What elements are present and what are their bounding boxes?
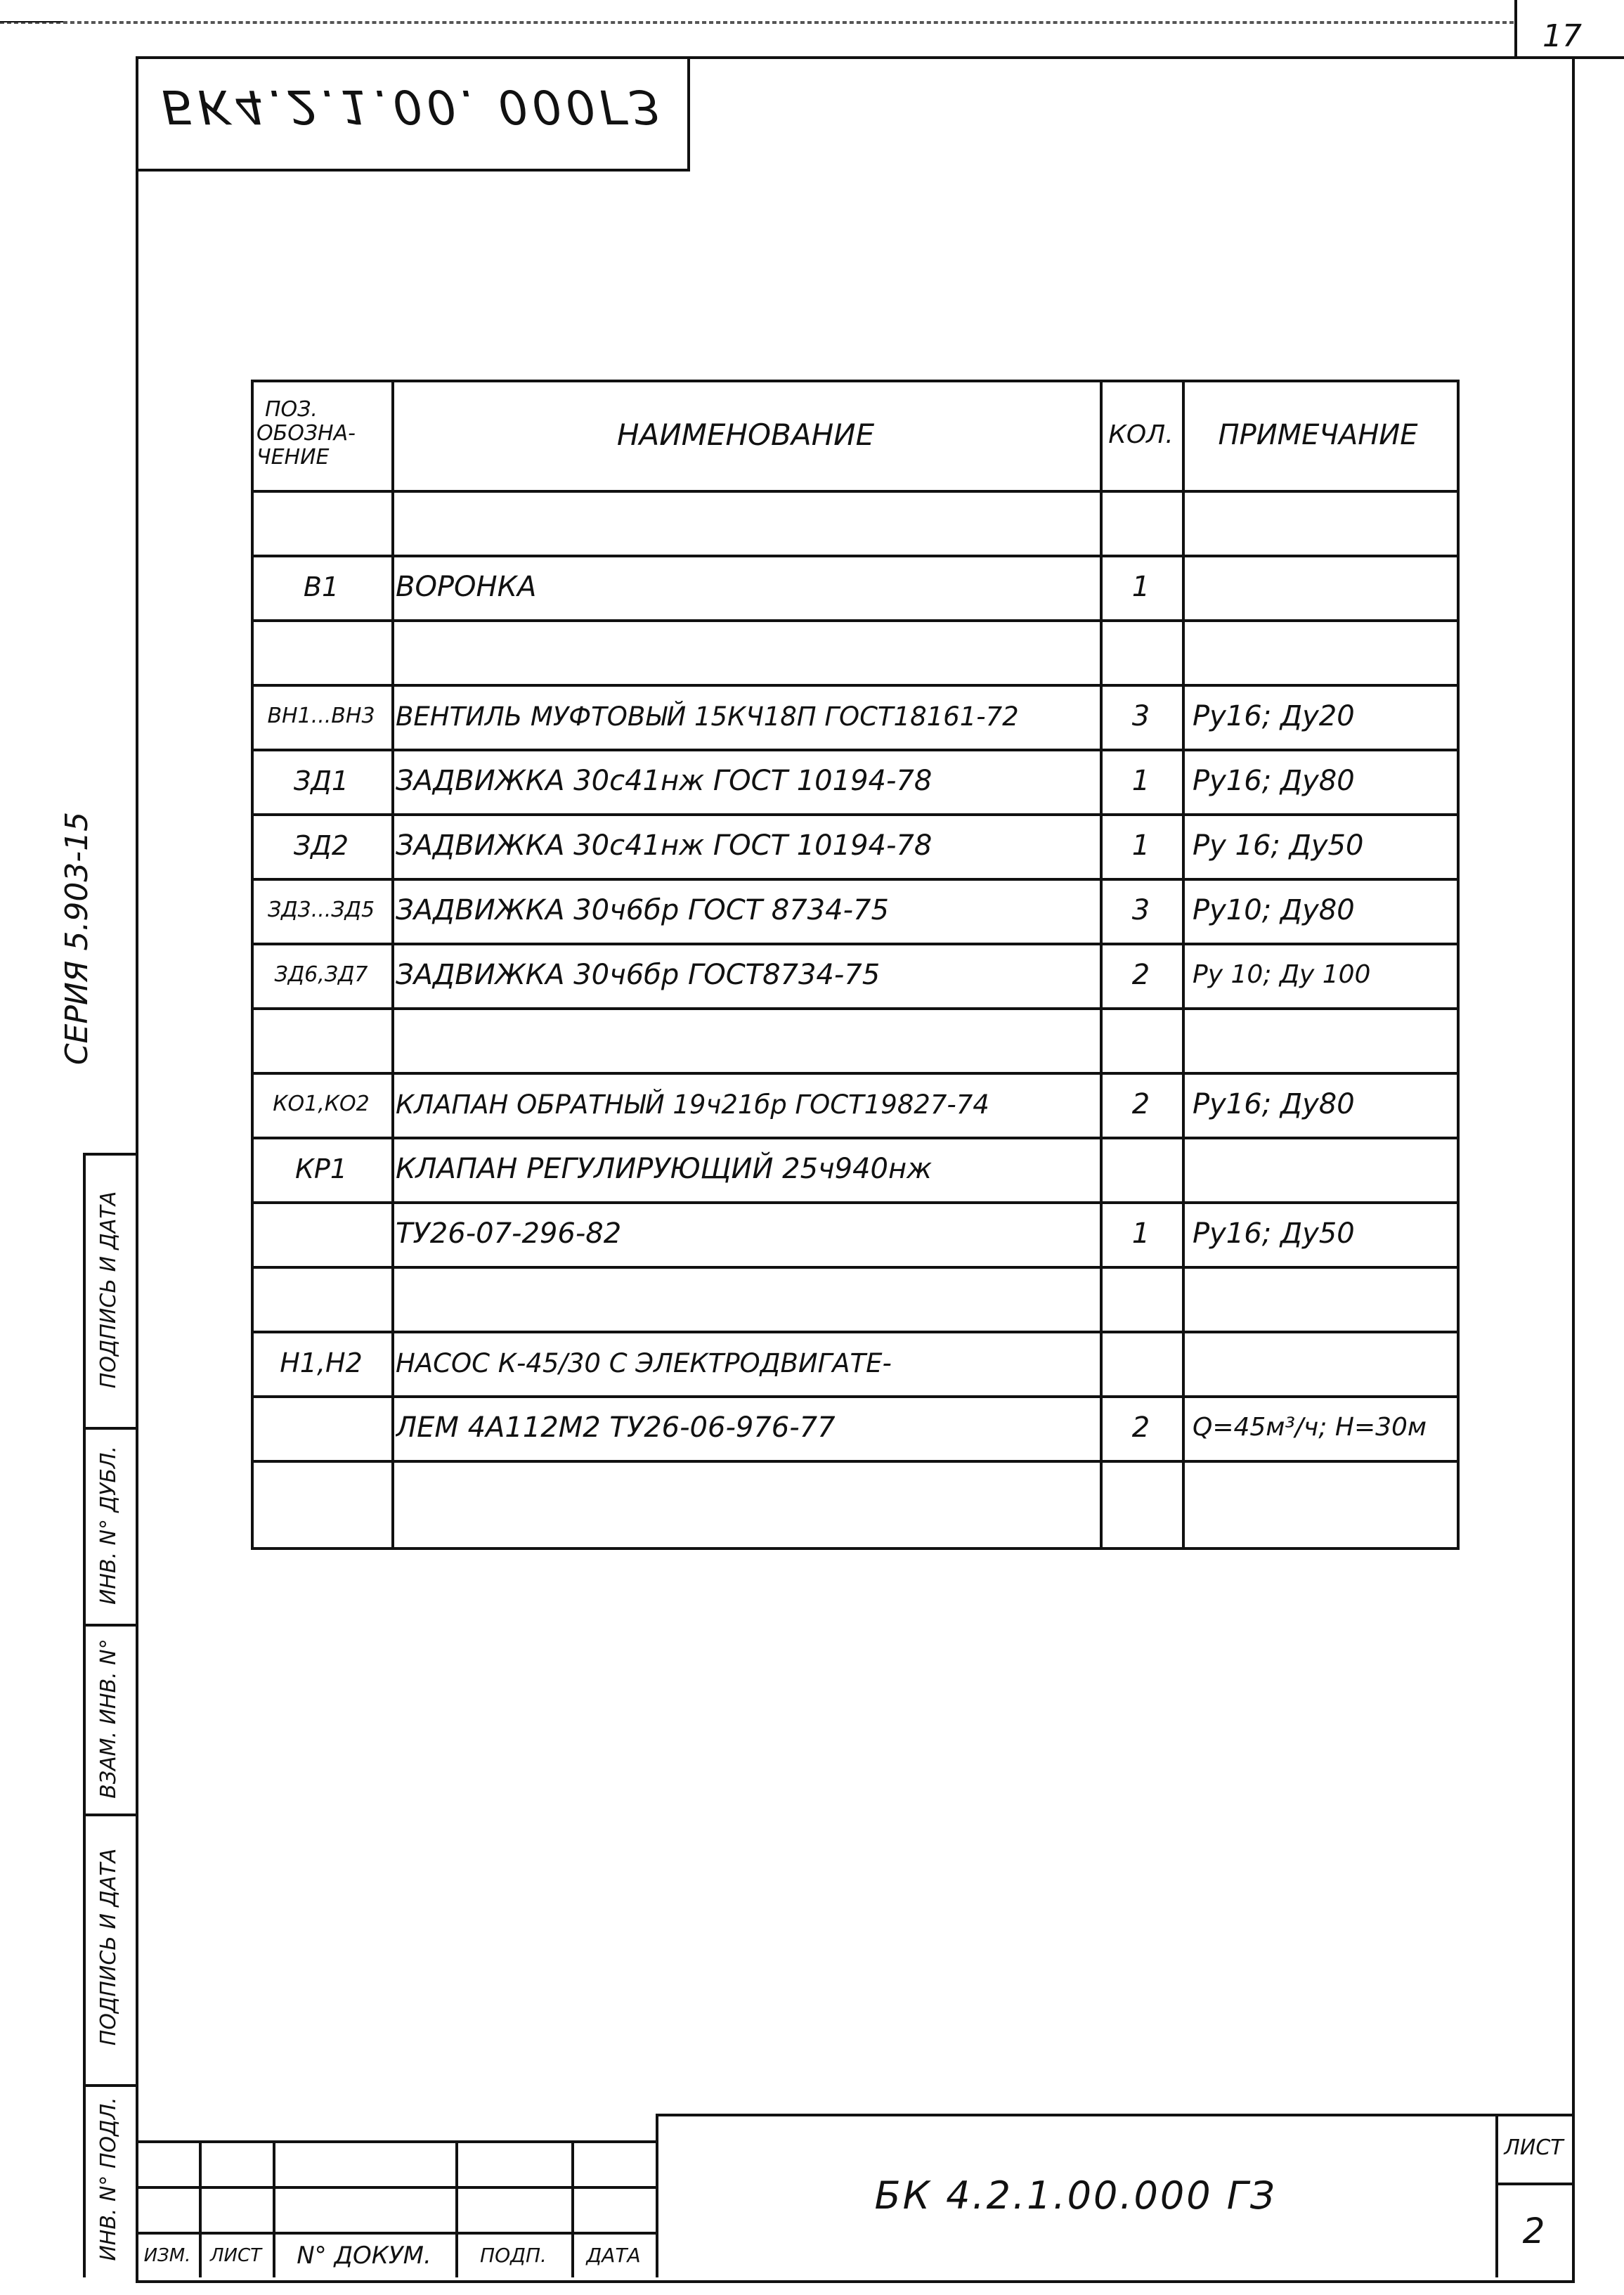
side-stamp-separator-4 (83, 1427, 136, 1430)
cell-note (1193, 1266, 1454, 1331)
cell-qty: 2 (1131, 959, 1150, 991)
cell-qty (1100, 619, 1182, 684)
header-pos-line3: ЧЕНИЕ (256, 445, 330, 470)
cell-pos (251, 1460, 391, 1526)
cell-qty: 1 (1131, 1217, 1150, 1250)
cell-qty (1100, 1266, 1182, 1331)
cell-pos: ВН1...ВН3 (267, 704, 375, 728)
side-stamp-separator-2 (83, 1814, 136, 1816)
cell-note (1193, 1460, 1454, 1526)
cell-name (396, 490, 1100, 555)
cell-qty (1100, 1460, 1182, 1526)
cell-pos: КО1,КО2 (273, 1092, 370, 1116)
cell-name: КЛАПАН ОБРАТНЫЙ 19ч21бр ГОСТ19827-74 (396, 1089, 989, 1120)
cell-pos: ЗД2 (293, 830, 349, 861)
side-stamp-line-outer (83, 1153, 86, 2277)
tb-label-date: ДАТА (586, 2244, 641, 2267)
cell-note: Q=45м³/ч; Н=30м (1193, 1413, 1427, 1442)
cell-name: ЗАДВИЖКА 30ч6бр ГОСТ8734-75 (396, 959, 881, 991)
tb-label-doc: N° ДОКУМ. (297, 2242, 431, 2270)
cell-qty (1100, 1331, 1182, 1395)
cell-name: ВЕНТИЛЬ МУФТОВЫЙ 15КЧ18П ГОСТ18161-72 (396, 701, 1019, 732)
cell-name: ЗАДВИЖКА 30с41нж ГОСТ 10194-78 (396, 765, 933, 797)
cell-name: ЗАДВИЖКА 30ч6бр ГОСТ 8734-75 (396, 894, 889, 926)
tb-sheet-value: 2 (1522, 2210, 1545, 2251)
cell-qty: 2 (1131, 1411, 1150, 1444)
header-pos-line1: ПОЗ. (265, 397, 318, 422)
side-stamp-sign-date-1: ПОДПИСЬ И ДАТА (96, 1848, 121, 2046)
spec-table (251, 380, 1458, 1549)
tb-label-izm: ИЗМ. (143, 2245, 191, 2266)
cell-pos: В1 (303, 571, 339, 602)
cell-name: НАСОС К-45/30 С ЭЛЕКТРОДВИГАТЕ- (396, 1347, 892, 1378)
sheet-number: 17 (1542, 18, 1582, 54)
cell-name (396, 619, 1100, 684)
cell-pos (251, 1007, 391, 1072)
cell-name (396, 1007, 1100, 1072)
cell-name: ВОРОНКА (396, 571, 537, 603)
header-note: ПРИМЕЧАНИЕ (1218, 418, 1418, 451)
side-stamp-separator-5 (83, 1153, 136, 1156)
cell-note: Ру 10; Ду 100 (1193, 960, 1371, 989)
cell-qty: 3 (1131, 700, 1150, 732)
cell-name (396, 1460, 1100, 1526)
header-name: НАИМЕНОВАНИЕ (616, 417, 875, 452)
header-qty: КОЛ. (1108, 420, 1174, 449)
side-stamp-sign-date-2: ПОДПИСЬ И ДАТА (96, 1191, 121, 1389)
cell-note (1193, 1137, 1454, 1201)
cell-name (396, 1266, 1100, 1331)
cell-qty (1100, 1007, 1182, 1072)
cell-qty: 1 (1131, 765, 1150, 797)
cell-note (1193, 619, 1454, 684)
tb-label-sign: ПОДП. (480, 2244, 547, 2267)
cell-qty: 1 (1131, 829, 1150, 862)
tb-sheet-label: ЛИСТ (1504, 2135, 1564, 2160)
cell-pos (251, 490, 391, 555)
cell-pos: ЗД1 (293, 765, 349, 796)
cell-note: Ру16; Ду20 (1193, 700, 1355, 732)
tb-label-list: ЛИСТ (209, 2245, 262, 2266)
side-stamp-separator-3 (83, 1624, 136, 1627)
cell-pos: ЗД3...ЗД5 (267, 898, 375, 922)
cell-name: ЛЕМ 4А112М2 ТУ26-06-976-77 (396, 1411, 836, 1444)
cell-pos (251, 619, 391, 684)
cell-note: Ру10; Ду80 (1193, 894, 1355, 926)
title-block-line-2 (136, 2232, 656, 2235)
cell-note (1193, 490, 1454, 555)
sheet-number-box-left (1514, 0, 1517, 58)
cell-pos (251, 1266, 391, 1331)
cell-name: КЛАПАН РЕГУЛИРУЮЩИЙ 25ч940нж (396, 1153, 933, 1185)
cell-qty (1100, 1137, 1182, 1201)
top-edge-line (0, 21, 1514, 24)
side-stamp-inv-orig: ИНВ. N° ПОДЛ. (96, 2097, 121, 2261)
cell-pos: ЗД6,ЗД7 (274, 962, 368, 987)
cell-note (1193, 1007, 1454, 1072)
title-block-top-line (136, 2140, 656, 2143)
cell-pos (251, 1201, 391, 1266)
side-stamp-replace-inv: ВЗАМ. ИНВ. N° (96, 1638, 121, 1799)
cell-note (1193, 1331, 1454, 1395)
side-series-label: СЕРИЯ 5.903-15 (59, 811, 95, 1066)
cell-qty: 2 (1131, 1088, 1150, 1120)
cell-name: ТУ26-07-296-82 (396, 1217, 622, 1250)
cell-note: Ру16; Ду80 (1193, 1088, 1355, 1120)
side-stamp-separator-1 (83, 2084, 136, 2087)
header-pos-line2: ОБОЗНА- (256, 421, 356, 446)
header-code-mirrored: БК4.2.1.00. 000ГЗ (162, 79, 664, 134)
side-stamp-inv-dup: ИНВ. N° ДУБЛ. (96, 1445, 121, 1605)
cell-pos (251, 1395, 391, 1460)
cell-name: ЗАДВИЖКА 30с41нж ГОСТ 10194-78 (396, 829, 933, 862)
cell-qty: 3 (1131, 894, 1150, 926)
cell-pos: Н1,Н2 (280, 1347, 363, 1378)
top-edge-line-left (0, 21, 63, 22)
cell-qty: 1 (1131, 571, 1150, 603)
title-block (136, 2135, 1572, 2277)
cell-note: Ру16; Ду80 (1193, 765, 1355, 797)
cell-note: Ру16; Ду50 (1193, 1217, 1355, 1250)
cell-qty (1100, 490, 1182, 555)
cell-note: Ру 16; Ду50 (1193, 829, 1364, 862)
cell-note (1193, 555, 1454, 619)
tb-designation: БК 4.2.1.00.000 ГЗ (874, 2173, 1277, 2218)
cell-pos: КР1 (294, 1153, 348, 1184)
title-block-line-1 (136, 2186, 656, 2189)
